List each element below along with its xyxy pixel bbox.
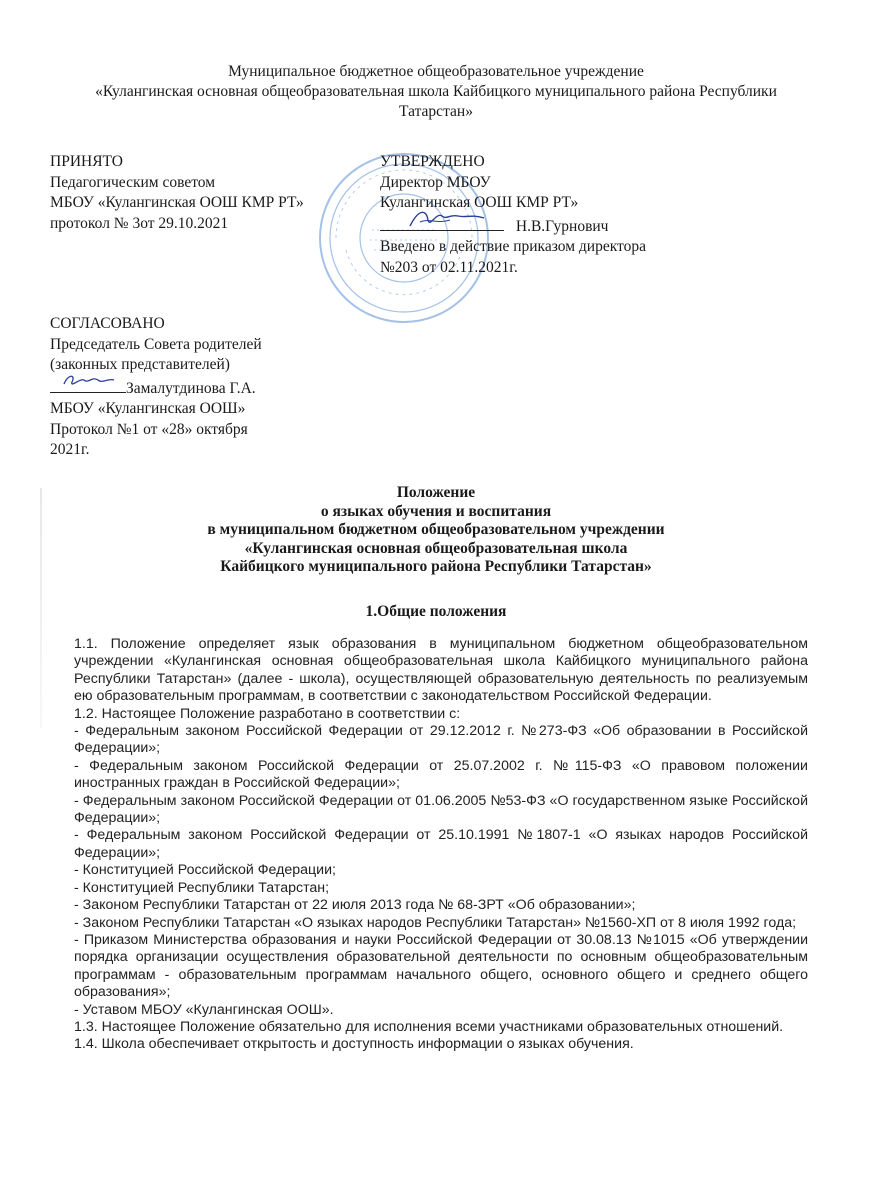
director-signature-icon	[380, 204, 490, 232]
document-title	[30, 484, 842, 577]
approved-block	[380, 152, 740, 278]
paragraph-1-1: 1.1. Положение определяет язык образования в муниципальном бюджетном общеобразовательном учреждении «Кулангинская основная общеобразовательная школа Кайбицкого муниципального района Республики Татарстан» (далее - школа), осуществляющей образовательную деятельность по реализуемым ею образовательным программам, в соответствии с законодательством Российской Федерации.	[74, 636, 808, 705]
agreed-signature-row	[50, 376, 310, 400]
paragraph-1-4: 1.4. Школа обеспечивает открытость и доступность информации о языках обучения.	[74, 1036, 634, 1053]
accepted-line-1: Педагогическим советом	[50, 173, 216, 191]
list-item: - Приказом Министерства образования и науки Российской Федерации от 30.08.13 №1015 «Об утверждении порядка организации осуществления образовательной деятельности по основным общеобразовательным программам - образовательным программам начального общего, основного общего и среднего общего образования»;	[74, 931, 808, 1001]
header-line-3: Татарстан»	[399, 103, 473, 120]
chair-signature-line	[50, 376, 126, 393]
list-item: - Федеральным законом Российской Федерации от 25.10.1991 №1807-1 «О языках народов Российской Федерации»;	[74, 827, 808, 861]
chair-name: Замалутдинова Г.А.	[126, 379, 256, 397]
paragraph-1-2: 1.2. Настоящее Положение разработано в соответствии с:	[74, 705, 461, 722]
header-line-1: Муниципальное бюджетное общеобразовательное учреждение	[228, 63, 644, 80]
approved-signature-row	[380, 214, 740, 238]
title-line-5: Кайбицкого муниципального района Республики Татарстан»	[220, 558, 652, 575]
section-heading: 1.Общие положения	[365, 603, 507, 620]
list-item: - Законом Республики Татарстан от 22 июля 2013 года № 68-ЗРТ «Об образовании»;	[74, 897, 636, 914]
paragraph-1-3: 1.3. Настоящее Положение обязательно для исполнения всеми участниками образовательных отношений.	[74, 1018, 784, 1035]
list-item: - Федеральным законом Российской Федерации от 25.07.2002 г. №115-ФЗ «О правовом положении иностранных граждан в Российской Федерации»;	[74, 757, 808, 792]
approved-line-2: Кулангинская ООШ КМР РТ»	[380, 194, 579, 211]
director-signature-line	[380, 214, 504, 231]
agreed-line-2: (законных представителей)	[50, 356, 230, 373]
accepted-heading: ПРИНЯТО	[50, 153, 123, 170]
accepted-line-3: протокол № 3от 29.10.2021	[50, 214, 229, 232]
list-item: - Конституцией Республики Татарстан;	[74, 879, 330, 896]
list-item: - Федеральным законом Российской Федерации от 29.12.2012 г. №273-ФЗ «Об образовании в Российской Федерации»;	[74, 723, 808, 757]
agreed-block	[50, 314, 310, 461]
title-line-2: о языках обучения и воспитания	[320, 502, 552, 520]
agreed-line-4: Протокол №1 от «28» октября	[50, 420, 248, 438]
list-item: - Конституцией Российской Федерации;	[74, 862, 336, 879]
institution-header	[30, 62, 842, 122]
agreed-heading: СОГЛАСОВАНО	[50, 315, 165, 332]
approved-line-1: Директор МБОУ	[380, 173, 491, 191]
list-item: - Федеральным законом Российской Федерации от 01.06.2005 №53-ФЗ «О государственном языке Российской Федерации»;	[74, 792, 808, 827]
approved-line-4: №203 от 02.11.2021г.	[380, 258, 518, 276]
director-name: Н.В.Гурнович	[515, 217, 609, 235]
header-line-2: «Кулангинская основная общеобразовательная школа Кайбицкого муниципального района Республики	[95, 83, 777, 100]
title-line-1: Положение	[396, 484, 476, 501]
list-item: - Уставом МБОУ «Кулангинская ООШ».	[74, 1001, 334, 1018]
chair-signature-icon	[50, 366, 126, 392]
agreed-line-1: Председатель Совета родителей	[50, 335, 262, 353]
approved-line-3: Введено в действие приказом директора	[380, 238, 646, 255]
accepted-line-2: МБОУ «Кулангинская ООШ КМР РТ»	[50, 194, 304, 211]
title-line-4: «Кулангинская основная общеобразовательная школа	[244, 539, 628, 557]
agreed-line-3: МБОУ «Кулангинская ООШ»	[50, 400, 246, 417]
approved-heading: УТВЕРЖДЕНО	[380, 153, 485, 170]
accepted-block	[50, 152, 320, 234]
agreed-line-5: 2021г.	[50, 441, 90, 458]
section-body	[74, 636, 808, 1054]
title-line-3: в муниципальном бюджетном общеобразовательном учреждении	[207, 521, 665, 538]
list-item: - Законом Республики Татарстан «О языках народов Республики Татарстан» №1560-ХП от 8 июля 1992 года;	[74, 914, 797, 931]
